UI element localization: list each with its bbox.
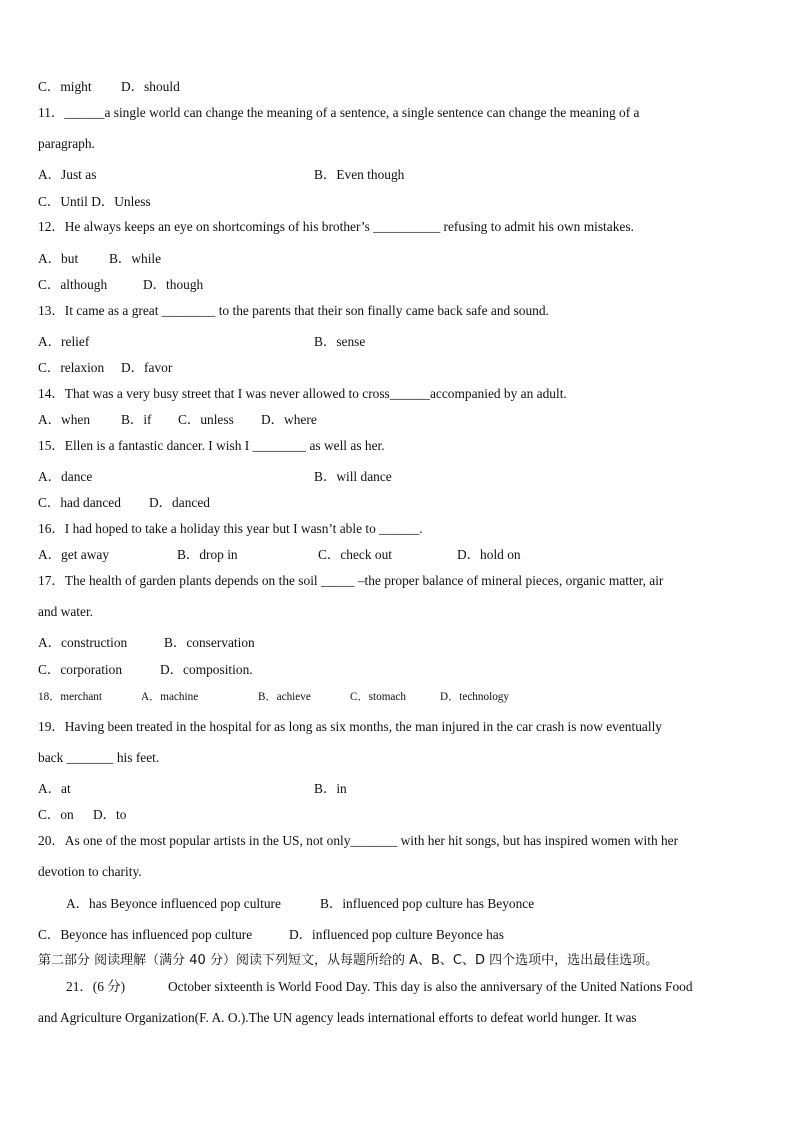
q13-stem: 13．It came as a great ________ to the parents that their son finally came back safe and sound.: [38, 303, 549, 318]
q20-stem: 20．As one of the most popular artists in the US, not only_______ with her hit songs, but has inspired women with her: [38, 833, 679, 848]
q14-stem: 14．That was a very busy street that I was never allowed to cross______accompanied by an adult.: [38, 386, 567, 401]
q13-option-a: A．relief: [38, 334, 90, 349]
q11-stem: 11．______a single world can change the meaning of a sentence, a single sentence can change the meaning of a: [38, 105, 640, 120]
q13-option-c: C．relaxion: [38, 360, 105, 375]
q19-stem: 19．Having been treated in the hospital for as long as six months, the man injured in the car crash is now eventually: [38, 719, 662, 734]
q18-stem: 18．merchant: [38, 691, 102, 703]
q18-option-d: D．technology: [440, 691, 509, 703]
part2-heading: 第二部分 阅读理解（满分 40 分）阅读下列短文，从每题所给的 A、B、C、D 四个选项中，选出最佳选项。: [38, 953, 659, 968]
q15-option-b: B．will dance: [314, 469, 392, 484]
q20-option-c: C．Beyonce has influenced pop culture: [38, 927, 253, 942]
q14-option-b: B．if: [121, 412, 152, 427]
q16-stem: 16．I had hoped to take a holiday this year but I wasn’t able to ______.: [38, 521, 423, 536]
q17-stem: 17．The health of garden plants depends on the soil _____ –the proper balance of mineral pieces, organic matter, air: [38, 573, 664, 588]
q17-option-d: D．composition.: [160, 662, 253, 677]
q21-text-line2: and Agriculture Organization(F. A. O.).The UN agency leads international efforts to defeat world hunger. It was: [38, 1010, 637, 1025]
q12-option-b: B．while: [109, 251, 162, 266]
q17-stem-cont: and water.: [38, 604, 94, 619]
q11-stem-cont: paragraph.: [38, 136, 95, 151]
q12-option-a: A．but: [38, 251, 79, 266]
q15-option-c: C．had danced: [38, 495, 121, 510]
q16-option-d: D．hold on: [457, 547, 521, 562]
q21-number: 21．(6 分): [66, 979, 126, 994]
q18-option-c: C．stomach: [350, 691, 406, 703]
q20-stem-cont: devotion to charity.: [38, 864, 142, 879]
q12-stem: 12．He always keeps an eye on shortcomings of his brother’s __________ refusing to admit his own mistakes.: [38, 219, 634, 234]
q14-option-a: A．when: [38, 412, 91, 427]
q12-option-d: D．though: [143, 277, 204, 292]
q11-option-cd: C．Until D．Unless: [38, 194, 151, 209]
q11-option-b: B．Even though: [314, 167, 405, 182]
q13-option-b: B．sense: [314, 334, 366, 349]
q19-option-d: D．to: [93, 807, 127, 822]
q18-option-b: B．achieve: [258, 691, 311, 703]
q16-option-a: A．get away: [38, 547, 110, 562]
q13-option-d: D．favor: [121, 360, 173, 375]
q11-option-a: A．Just as: [38, 167, 97, 182]
q20-option-a: A．has Beyonce influenced pop culture: [66, 896, 281, 911]
q14-option-c: C．unless: [178, 412, 234, 427]
q12-option-c: C．although: [38, 277, 108, 292]
q10-option-c: C．might: [38, 79, 92, 94]
q20-option-b: B．influenced pop culture has Beyonce: [320, 896, 535, 911]
q19-option-a: A．at: [38, 781, 71, 796]
q19-stem-cont: back _______ his feet.: [38, 750, 160, 765]
q14-option-d: D．where: [261, 412, 317, 427]
q17-option-c: C．corporation: [38, 662, 123, 677]
q17-option-a: A．construction: [38, 635, 128, 650]
q18-option-a: A．machine: [141, 691, 199, 703]
q16-option-b: B．drop in: [177, 547, 238, 562]
q15-option-d: D．danced: [149, 495, 210, 510]
q15-stem: 15．Ellen is a fantastic dancer. I wish I ________ as well as her.: [38, 438, 385, 453]
q21-text-line1: October sixteenth is World Food Day. This day is also the anniversary of the United Nations Food: [168, 979, 693, 994]
q19-option-b: B．in: [314, 781, 347, 796]
q17-option-b: B．conservation: [164, 635, 255, 650]
q10-option-d: D．should: [121, 79, 180, 94]
q16-option-c: C．check out: [318, 547, 393, 562]
q15-option-a: A．dance: [38, 469, 93, 484]
q20-option-d: D．influenced pop culture Beyonce has: [289, 927, 504, 942]
q19-option-c: C．on: [38, 807, 74, 822]
